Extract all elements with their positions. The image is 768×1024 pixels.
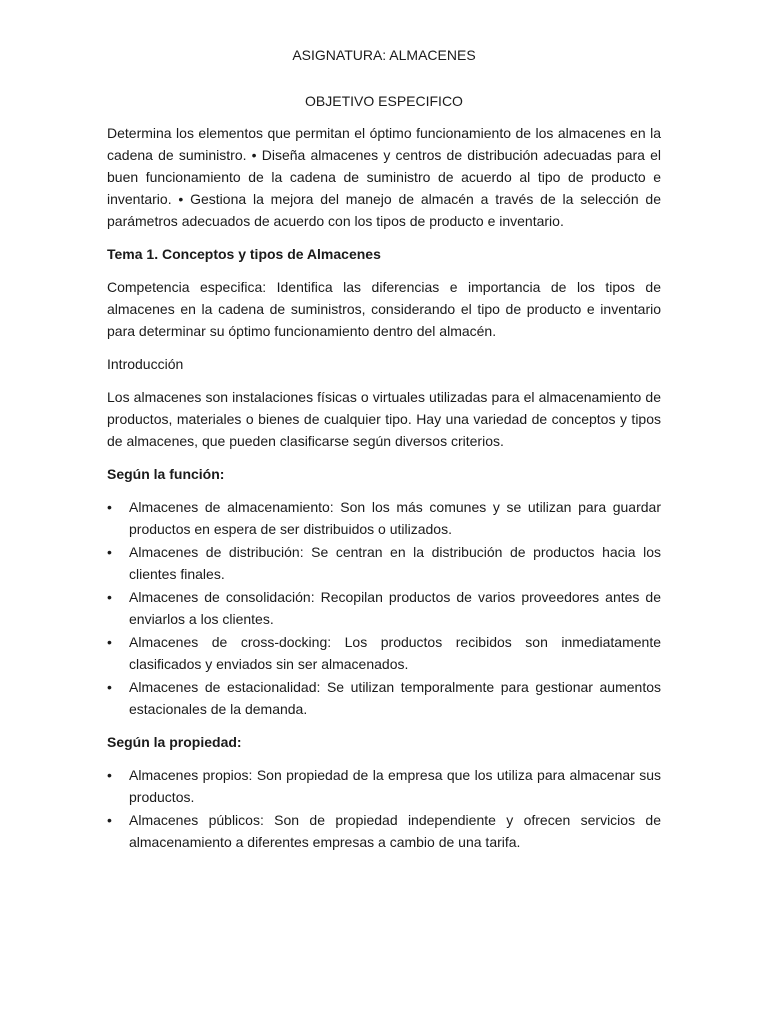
function-list: [107, 496, 661, 720]
list-item-text: Almacenes de distribución: Se centran en la distribución de productos hacia los clientes finales.: [129, 544, 661, 582]
bullet-icon: •: [107, 589, 112, 605]
list-item: [107, 809, 661, 853]
ownership-list: [107, 764, 661, 853]
list-item: [107, 496, 661, 540]
intro-label: Introducción: [107, 356, 184, 372]
objective-title: OBJETIVO ESPECIFICO: [305, 93, 463, 109]
competence-paragraph: Competencia especifica: Identifica las diferencias e importancia de los tipos de almacenes en la cadena de suministros, considerando el tipo de producto e inventario para determinar su óptimo funcionamiento dentro del almacén.: [107, 279, 661, 339]
list-item: [107, 631, 661, 675]
bullet-icon: •: [107, 499, 112, 515]
list-item: [107, 586, 661, 630]
intro-paragraph: Los almacenes son instalaciones físicas o virtuales utilizadas para el almacenamiento de productos, materiales o bienes de cualquier tipo. Hay una variedad de conceptos y tipos de almacenes, que pueden clasificarse según diversos criterios.: [107, 389, 661, 449]
ownership-heading: Según la propiedad:: [107, 734, 242, 750]
list-item-text: Almacenes de almacenamiento: Son los más comunes y se utilizan para guardar productos en espera de ser distribuidos o utilizados.: [129, 499, 661, 537]
function-heading: Según la función:: [107, 466, 225, 482]
bullet-icon: •: [107, 544, 112, 560]
bullet-icon: •: [107, 634, 112, 650]
list-item-text: Almacenes propios: Son propiedad de la empresa que los utiliza para almacenar sus productos.: [129, 767, 661, 805]
list-item: [107, 541, 661, 585]
course-title: ASIGNATURA: ALMACENES: [292, 47, 476, 63]
bullet-icon: •: [107, 679, 112, 695]
list-item-text: Almacenes de consolidación: Recopilan productos de varios proveedores antes de enviarlos a los clientes.: [129, 589, 661, 627]
document-page: [107, 44, 661, 864]
list-item: [107, 764, 661, 808]
list-item-text: Almacenes públicos: Son de propiedad independiente y ofrecen servicios de almacenamiento a diferentes empresas a cambio de una tarifa.: [129, 812, 661, 850]
bullet-icon: •: [107, 812, 112, 828]
topic-heading: Tema 1. Conceptos y tipos de Almacenes: [107, 246, 381, 262]
list-item-text: Almacenes de cross-docking: Los productos recibidos son inmediatamente clasificados y enviados sin ser almacenados.: [129, 634, 661, 672]
bullet-icon: •: [107, 767, 112, 783]
list-item: [107, 676, 661, 720]
list-item-text: Almacenes de estacionalidad: Se utilizan temporalmente para gestionar aumentos estacionales de la demanda.: [129, 679, 661, 717]
objective-paragraph: Determina los elementos que permitan el óptimo funcionamiento de los almacenes en la cadena de suministro. • Diseña almacenes y centros de distribución adecuadas para el buen funcionamiento de la cadena de suministro de acuerdo al tipo de producto e inventario. • Gestiona la mejora del manejo de almacén a través de la selección de parámetros adecuados de acuerdo con los tipos de producto e inventario.: [107, 125, 661, 229]
